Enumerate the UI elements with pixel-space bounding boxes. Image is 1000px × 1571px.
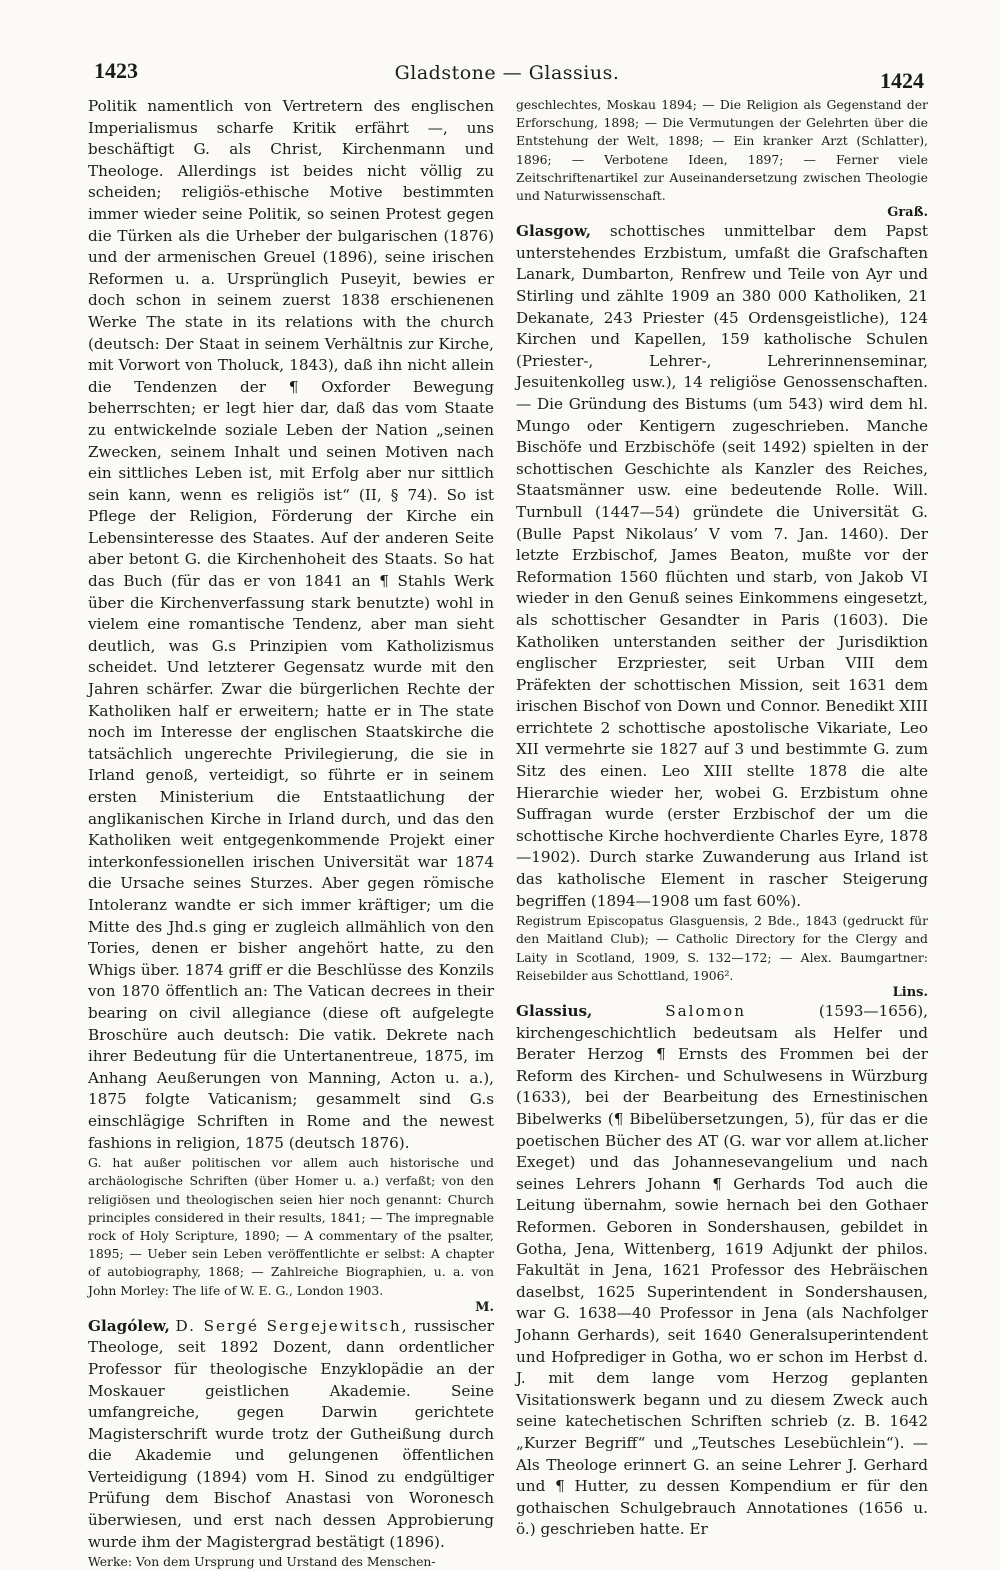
glagolew-text: russischer Theologe, seit 1892 Dozent, dann ordentlicher Professor für theologische Enzyklopädie an der Moskauer geistlichen Akademie. Seine umfangreiche, gegen Darwin gerichtete Magisterschrift wurde trotz der Gutheißung durch die Akademie und gelungenen öffentlichen Verteidigung (1894) vom H. Sinod zu endgültiger Prüfung dem Bischof Anastasi von Woronesch überwiesen, und erst nach dessen Approbierung wurde ihm der Magistergrad bestätigt (1896). [88, 1316, 495, 1551]
gladstone-author-signature: M. [475, 1299, 494, 1315]
gladstone-article-text: Politik namentlich von Vertretern des englischen Imperialismus scharfe Kritik erfährt —, uns beschäftigt G. als Christ, Kirchenmann und Theologe. Allerdings ist beides nicht völlig zu scheiden; religiös-ethische Motive bestimmten immer wieder seine Politik, so seinen Protest gegen die Türken als die Urheber der bulgarischen (1876) und der armenischen Greuel (1896), seine irischen Reformen u. a. Ursprünglich Puseyit, bewies er doch schon in seinem zuerst 1838 erschienenen Werke The state in its relations with the church (deutsch: Der Staat in seinem Verhältnis zur Kirche, mit Vorwort von Tholuck, 1843), daß ihn nicht allein die Tendenzen der ¶ Oxforder Bewegung beherrschten; er legt hier dar, daß das vom Staate zu entwickelnde soziale Leben der Nation „seinen Zwecken, seinem Inhalt und seinen Motiven nach ein sittliches Leben ist, mit Erfolg aber nur sittlich sein kann, wenn es religiös ist“ (II, § 74). So ist Pflege der Religion, Förderung der Kirche ein Lebensinteresse des Staates. Auf der anderen Seite aber betont G. die Kirchenhoheit des Staats. So hat das Buch (für das er von 1841 an ¶ Stahls Werk über die Kirchenverfassung stark benutzte) wohl in vielem eine romantische Tendenz, aber man sieht deutlich, was G.s Prinzipien vom Katholizismus scheidet. Und letzterer Gegensatz wurde mit den Jahren schärfer. Zwar die bürgerlichen Rechte der Katholiken half er erweitern; hatte er in The state noch im Interesse der englischen Staatskirche die tatsächlich ungerechte Privilegierung, die sie in Irland genoß, verteidigt, so führte er in seinem ersten Ministerium die Entstaatlichung der anglikanischen Kirche in Irland durch, und das den Katholiken weit entgegenkommende Projekt einer interkonfessionellen irischen Universität war 1874 die Ursache seines Sturzes. Aber gegen römische Intoleranz wandte er sich immer kräftiger; um die Mitte des Jhd.s ging er zugleich allmählich von den Tories, denen er bisher angehört hatte, zu den Whigs über. 1874 griff er die Beschlüsse des Konzils von 1870 öffentlich an: The Vatican decrees in their bearing on civil allegiance (diese oft aufgelegte Broschüre auch deutsch: Die vatik. Dekrete nach ihrer Bedeutung für die Untertanentreue, 1875, im Anhang Aeußerungen von Manning, Acton u. a.), 1875 folgte Vaticanism; gesammelt sind G.s einschlägige Schriften in Rome and the newest fashions in religion, 1875 (deutsch 1876). [88, 97, 494, 1152]
glassius-entry [516, 1001, 928, 1541]
glassius-name: Salomon [665, 1002, 746, 1021]
gladstone-bibliography: G. hat außer politischen vor allem auch historische und archäologische Schriften (über Homer u. a.) verfaßt; von den religiösen und theologischen seien hier noch genannt: Church principles considered in their results, 1841; — The impregnable rock of Holy Scripture, 1890; — A commentary of the psalter, 1895; — Ueber sein Leben veröffentlichte er selbst: A chapter of autobiography, 1868; — Zahlreiche Biographien, u. a. von John Morley: The life of W. E. G., London 1903. [88, 1155, 494, 1298]
glagolew-bibliography-start: Werke: Von dem Ursprung und Urstand des Menschen- [88, 1554, 436, 1570]
glasgow-headword: Glasgow, [516, 222, 592, 241]
glassius-text: (1593—1656), kirchengeschichtlich bedeutsam als Helfer und Berater Herzog ¶ Ernsts des Frommen bei der Reform des Kirchen- und Schulwesens in Würzburg (1633), bei der Bearbeitung des Ernestinischen Bibelwerks (¶ Bibelübersetzungen, 5), für das er die poetischen Bücher des AT (G. war vor allem at.licher Exeget) und das Johannesevangelium und nach seines Lehrers Johann ¶ Gerhards Tod auch die Leitung übernahm, sowie hernach bei den Gothaer Reformen. Geboren in Sondershausen, gebildet in Gotha, Jena, Wittenberg, 1619 Adjunkt der philos. Fakultät in Jena, 1621 Professor des Hebräischen daselbst, 1625 Superintendent in Sondershausen, war G. 1638—40 Professor in Jena (als Nachfolger Johann Gerhards), seit 1640 Generalsuperintendent und Hofprediger in Gotha, wo er schon im Herbst d. J. mit dem lange vom Herzog geplanten Visitationswerk begann und zu diesem Zweck auch seine katechetischen Schriften schrieb (z. B. 1642 „Kurzer Begriff“ und „Teutsches Lesebüchlein“). — Als Theologe erinnert G. an seine Lehrer J. Gerhard und ¶ Hutter, zu dessen Kompendium er für den gothaischen Schulgebrauch Annotationes (1656 u. ö.) geschrieben hatte. Er [516, 1002, 928, 1539]
page-header [90, 58, 924, 93]
left-column [88, 96, 494, 1571]
page-number-right: 1424 [880, 68, 924, 93]
glassius-headword: Glassius, [516, 1002, 593, 1021]
glagolew-headword: Glagólew, [88, 1316, 170, 1335]
glasgow-bibliography: Registrum Episcopatus Glasguensis, 2 Bde., 1843 (gedruckt für den Maitland Club); — Catholic Directory for the Clergy and Laity in Scotland, 1909, S. 132—172; — Alex. Baumgartner: Reisebilder aus Schottland, 1906². [516, 913, 928, 983]
glagolew-entry [88, 1316, 494, 1554]
glagolew-name: D. Sergé Sergejewitsch, [175, 1316, 409, 1335]
glagolew-bibliography-continued: geschlechtes, Moskau 1894; — Die Religion als Gegenstand der Erforschung, 1898; — Die Vermutungen der Gelehrten über die Entstehung der Welt, 1898; — Ein kranker Arzt (Schlatter), 1896; — Verbotene Ideen, 1897; — Ferner viele Zeitschriftenartikel zur Auseinandersetzung zwischen Theologie und Naturwissenschaft. [516, 97, 928, 204]
right-column [516, 96, 928, 1541]
glasgow-entry [516, 221, 928, 912]
glagolew-author-signature: Graß. [887, 205, 928, 221]
glasgow-author-signature: Lins. [892, 985, 928, 1001]
running-title: Gladstone — Glassius. [394, 62, 620, 84]
glasgow-text: schottisches unmittelbar dem Papst unterstehendes Erzbistum, umfaßt die Grafschaften Lanark, Dumbarton, Renfrew und Teile von Ayr und Stirling und zählte 1909 an 380 000 Katholiken, 21 Dekanate, 243 Priester (45 Ordensgeistliche), 124 Kirchen und Kapellen, 159 katholische Schulen (Priester-, Lehrer-, Lehrerinnenseminar, Jesuitenkolleg usw.), 14 religiöse Genossenschaften. — Die Gründung des Bistums (um 543) wird dem hl. Mungo oder Kentigern zugeschrieben. Manche Bischöfe und Erzbischöfe (seit 1492) spielten in der schottischen Geschichte als Kanzler des Reiches, Staatsmänner usw. eine bedeutende Rolle. Will. Turnbull (1447—54) gründete die Universität G. (Bulle Papst Nikolaus’ V vom 7. Jan. 1460). Der letzte Erzbischof, James Beaton, mußte vor der Reformation 1560 flüchten und starb, von Jakob VI wieder in den Genuß seines Einkommens eingesetzt, als schottischer Gesandter in Paris (1603). Die Katholiken unterstanden seither der Jurisdiktion englischer Erzpriester, seit Urban VIII dem Präfekten der schottischen Mission, seit 1631 dem irischen Bischof von Down und Connor. Benedikt XIII errichtete 2 schottische apostolische Vikariate, Leo XII vermehrte sie 1827 auf 3 und bestimmte G. zum Sitz des einen. Leo XIII stellte 1878 die alte Hierarchie wieder her, wobei G. Erzbistum ohne Suffragan wurde (erster Erzbischof der um die schottische Kirche hochverdiente Charles Eyre, 1878—1902). Durch starke Zuwanderung aus Irland ist das katholische Element in rascher Steigerung begriffen (1894—1908 um fast 60%). [516, 222, 928, 910]
page-number-left: 1423 [94, 58, 138, 83]
